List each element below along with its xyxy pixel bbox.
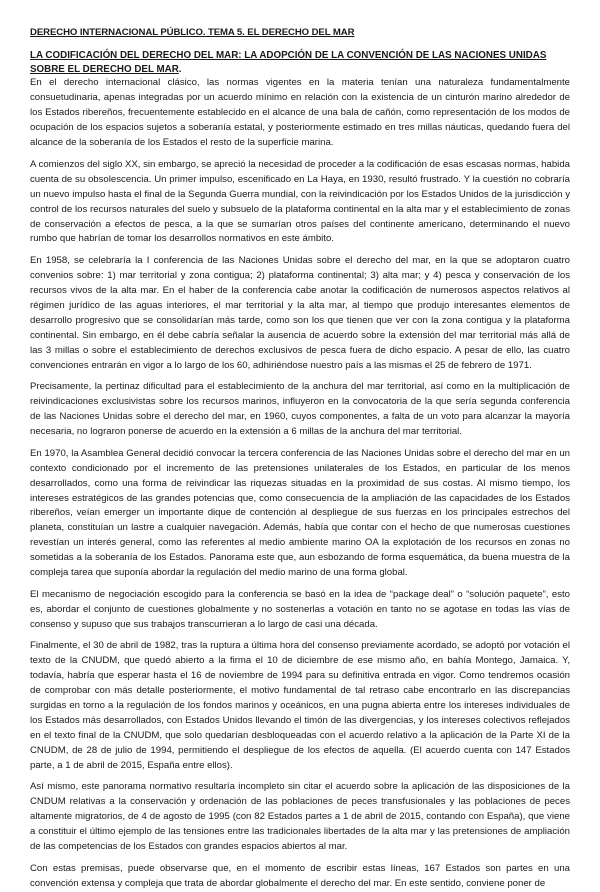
paragraph-6: El mecanismo de negociación escogido para la conferencia se basó en la idea de “package deal” o “solución paquete”, esto es, abordar el conjunto de cuestiones globalmente y no sostenerlas a votación en tanto no se agotase en todas las vías de consenso y supuso que sus trabajos transcurrieran a lo largo de casi una década. (30, 588, 570, 630)
paragraph-5: En 1970, la Asamblea General decidió convocar la tercera conferencia de las Naciones Unidas sobre el derecho del mar en un contexto condicionado por el incremento de las pretensiones unilaterales de los Estados, en particular de los menos desarrollados, como una forma de reivindicar las riquezas situadas en la proximidad de sus costas. Al mismo tiempo, los intereses estratégicos de las grandes potencias que, como consecuencia de la ampliación de las capacidades de los Estados ribereños, veían emerger un importante dique de contención al despliegue de sus fuerzas en los principales estrechos del planeta, constituían un lastre a cualquier navegación. Además, había que contar con el hecho de que numerosas cuestiones revestían un interés general, como las referentes al medio ambiente marino OA la explotación de los recursos en zonas no sometidas a la soberanía de los Estados. Panorama este que, aun esbozando de forma esquemática, da buena muestra de la compleja tarea que suponía abordar la regulación del medio marino de una forma global. (30, 447, 570, 579)
paragraph-9: Con estas premisas, puede observarse que, en el momento de escribir estas líneas, 167 Estados son partes en una convención extensa y compleja que trata de abordar globalmente el derecho del mar. En este sentido, conviene poner de (30, 862, 570, 889)
paragraph-7: Finalmente, el 30 de abril de 1982, tras la ruptura a última hora del consenso previamente acordado, se adoptó por votación el texto de la CNUDM, que quedó abierto a la firma el 10 de diciembre de ese mismo año, en bahía Montego, Jamaica. Y, todavía, habría que esperar hasta el 16 de noviembre de 1994 para su definitiva entrada en vigor. Como tendremos ocasión de comprobar con más detalle posteriormente, el motivo fundamental de tal retraso cabe encontrarlo en las discrepancias surgidas en torno a la regulación de los fondos marinos y oceánicos, en una pugna abierta entre los intereses individuales de los Estados más desarrollados, con Estados Unidos llevando el timón de las divergencias, y los intereses colectivos reflejados en el texto final de la CNUDM, que solo quedarían desbloqueadas con el acuerdo relativo a la aplicación de la Parte XI de la CNUDM, de 28 de julio de 1994, permitiendo el despliegue de los efectos de aquella. (El acuerdo cuenta con 147 Estados parte, a 1 de abril de 2015, España entre ellos). (30, 640, 570, 771)
section-title-text: LA CODIFICACIÓN DEL DERECHO DEL MAR: LA ADOPCIÓN DE LA CONVENCIÓN DE LAS NACIONES UNIDAS SOBRE EL DERECHO DEL MAR (30, 49, 547, 75)
paragraph-8: Así mismo, este panorama normativo resultaría incompleto sin citar el acuerdo sobre la aplicación de las disposiciones de la CNDUM relativas a la conservación y ordenación de las poblaciones de peces transfusionales y las poblaciones de peces altamente migratorios, de 4 de agosto de 1995 (con 82 Estados partes a 1 de abril de 2015, contando con España), que viene a constituir el último ejemplo de las tensiones entre las tradicionales libertades de la alta mar y las pretensiones de ampliación de las competencias de los Estados con grandes espacios abiertos al mar. (30, 781, 570, 853)
section-title (30, 49, 570, 76)
paragraph-4: Precisamente, la pertinaz dificultad para el establecimiento de la anchura del mar territorial, así como en la multiplicación de reivindicaciones exclusivistas sobre los recursos marinos, influyeron en la convocatoria de la que sería segunda conferencia de las Naciones Unidas sobre el derecho del mar, en 1960, cuyos componentes, a falta de un voto para alcanzar la mayoría necesaria, no lograron ponerse de acuerdo en la extensión a 6 millas de la anchura del mar territorial. (30, 381, 570, 438)
paragraph-3: En 1958, se celebraría la I conferencia de las Naciones Unidas sobre el derecho del mar, en la que se adoptaron cuatro convenios sobre: 1) mar territorial y zona contigua; 2) plataforma continental; 3) alta mar; y 4) pesca y conservación de los recursos vivos de la alta mar. En el haber de la conferencia cabe anotar la codificación de numerosos aspectos relativos al régimen jurídico de las aguas interiores, el mar territorial y la alta mar, al tiempo que produjo interesantes elementos de desarrollo progresivo que se consolidarían más tarde, como son los que tienen que ver con la zona contigua y la plataforma continental. Sin embargo, en él debe cabría señalar la ausencia de acuerdo sobre la extensión del mar territorial más allá de las 3 millas o sobre el establecimiento de derechos exclusivos de pesca fuera de dicho espacio. A pesar de ello, las cuatro convenciones entrarán en vigor a lo largo de los 60, adhiriéndose nuestro país a las mismas el 25 de febrero de 1971. (30, 255, 570, 371)
section-title-end: . (178, 63, 182, 75)
paragraph-1: En el derecho internacional clásico, las normas vigentes en la materia tenían una naturaleza fundamentalmente consuetudinaria, apenas integradas por un acuerdo mínimo en relación con la existencia de un cinturón marino alrededor de los Estados ribereños, frecuentemente establecido en el alcance de una bala de cañón, como representación de los modos de ocupación de los espacios sujetos a soberanía estatal, y posteriormente estimado en tres millas náuticas, quedando fuera del alcance de la soberanía de los Estados el resto de la superficie marina. (30, 77, 570, 149)
document-header: DERECHO INTERNACIONAL PÚBLICO. TEMA 5. EL DERECHO DEL MAR (30, 27, 355, 38)
paragraph-2: A comienzos del siglo XX, sin embargo, se apreció la necesidad de proceder a la codificación de esas escasas normas, habida cuenta de su obsolescencia. Un primer impulso, escenificado en La Haya, en 1930, resultó frustrado. Y la cuestión no cobraría un nuevo impulso hasta el final de la Segunda Guerra mundial, con la reivindicación por los Estados Unidos de la jurisdicción y control de los recursos naturales del suelo y subsuelo de la plataforma continental en la alta mar y el establecimiento de zonas de conservación a efectos de pesca, a la que se sumarían otros países del continente americano, determinando el nuevo rumbo que habrían de tomar los desarrollos normativos en este ámbito. (30, 158, 570, 245)
